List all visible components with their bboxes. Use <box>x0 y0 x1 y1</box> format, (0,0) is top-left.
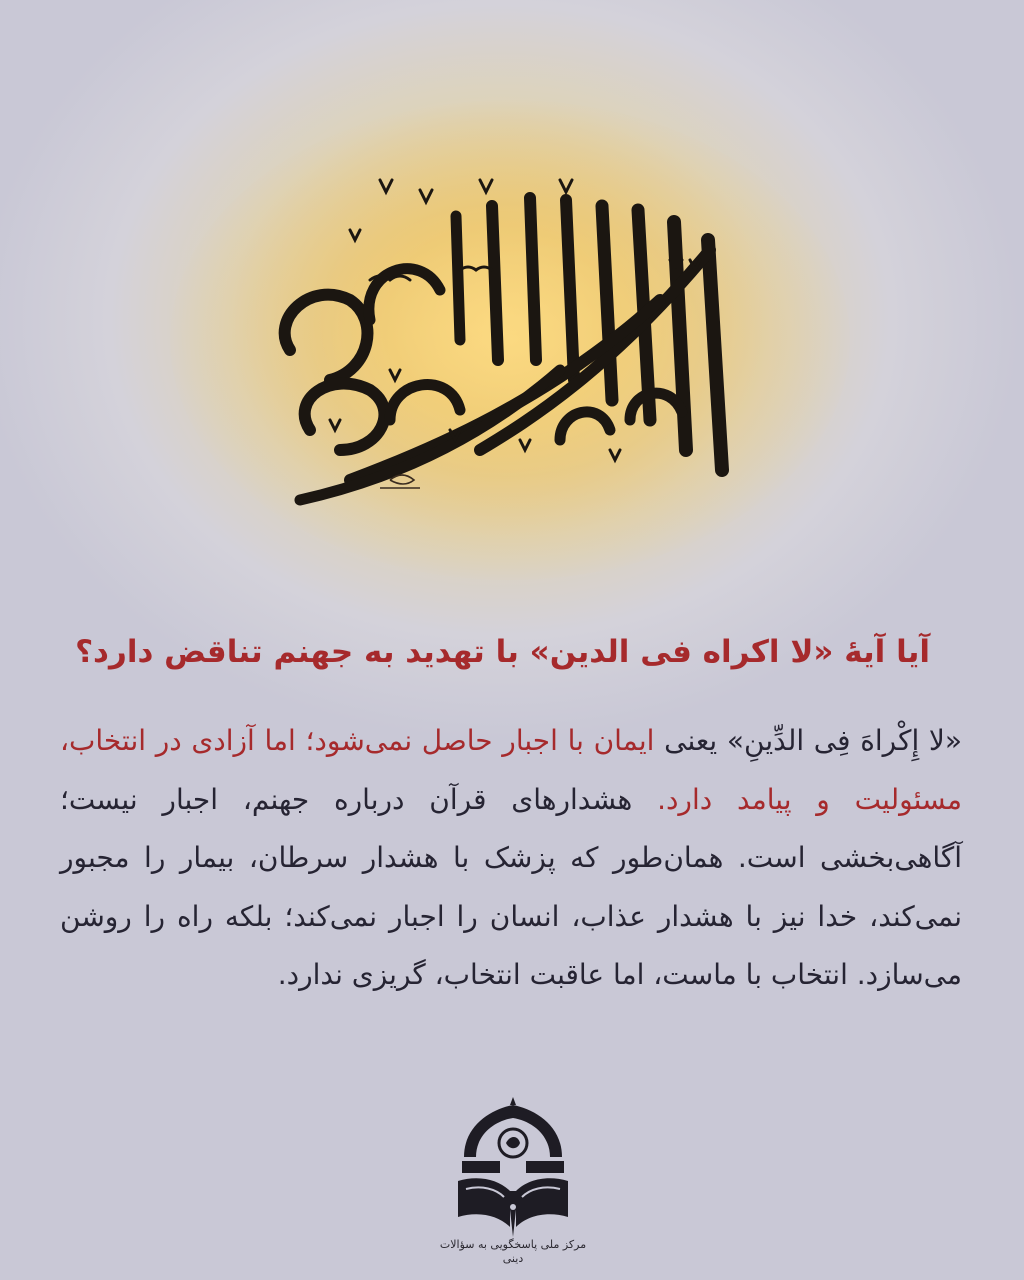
answer-intro: «لا إِکْراهَ فِی الدِّینِ» یعنی <box>654 724 962 757</box>
calligraphy-artwork <box>230 120 790 540</box>
answer-highlight: ایمان با اجبار حاصل نمی‌شود؛ اما آزادی در انتخاب، مسئولیت و پیامد دارد. <box>60 724 962 816</box>
question-heading: آیا آیهٔ «لا اکراه فی الدین» با تهدید به جهنم تناقض دارد؟ <box>75 634 930 670</box>
dome-book-pen-logo-icon <box>452 1095 574 1260</box>
answer-paragraph <box>60 712 962 1005</box>
answer-rest: هشدارهای قرآن درباره جهنم، اجبار نیست؛ آگاهی‌بخشی است. همان‌طور که پزشک با هشدار سرطان، بیمار را مجبور نمی‌کند، خدا نیز با هشدار عذاب، انسان را اجبار نمی‌کند؛ بلکه راه را روشن می‌سازد. انتخاب با ماست، اما عاقبت انتخاب، گریزی ندارد. <box>60 782 962 991</box>
logo-caption: مرکز ملی پاسخگویی به سؤالات دینی <box>439 1238 587 1265</box>
